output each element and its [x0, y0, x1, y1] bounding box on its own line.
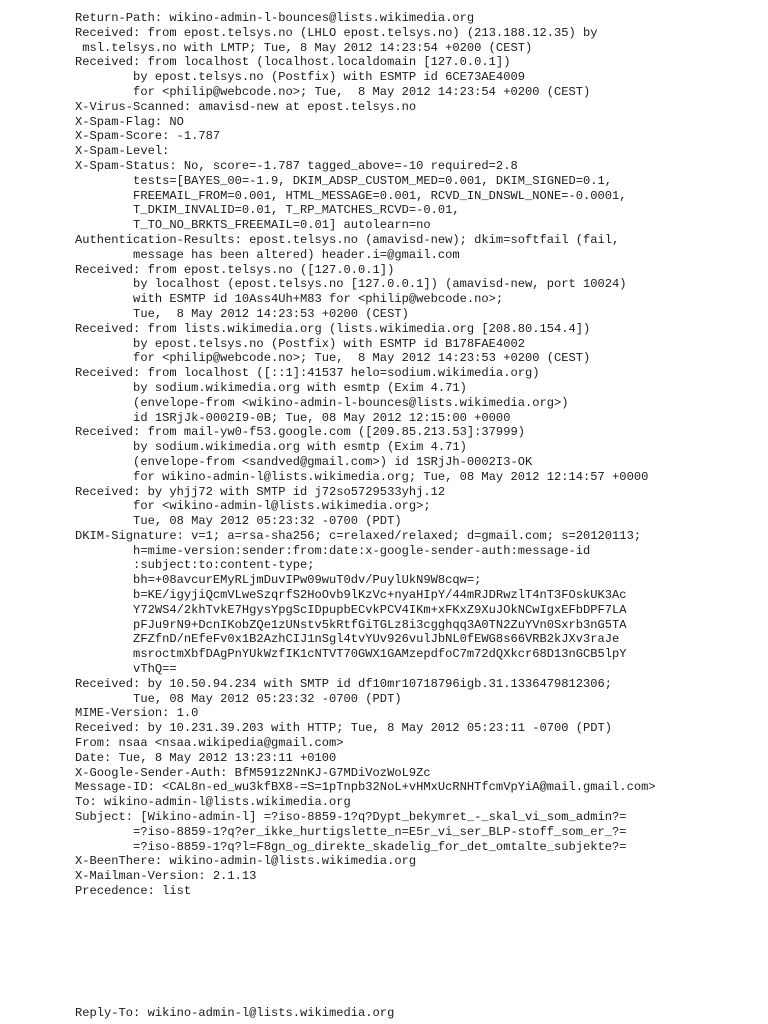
header-line: Y72WS4/2khTvkE7HgysYpgScIDpupbECvkPCV4IKm+xFKxZ9XuJOkNCwIgxEFbDPF7LA [75, 602, 627, 617]
header-line: FREEMAIL_FROM=0.001, HTML_MESSAGE=0.001, RCVD_IN_DNSWL_NONE=-0.0001, [75, 188, 627, 203]
header-line: Received: by 10.231.39.203 with HTTP; Tue, 8 May 2012 05:23:11 -0700 (PDT) [75, 721, 613, 736]
header-line: Return-Path: wikino-admin-l-bounces@lists.wikimedia.org [75, 11, 475, 25]
header-line: =?iso-8859-1?q?er_ikke_hurtigslette_n=E5r_vi_ser_BLP-stoff_som_er_?= [75, 824, 627, 839]
header-line: Received: from epost.telsys.no ([127.0.0.1]) [75, 262, 395, 277]
header-line: X-Spam-Status: No, score=-1.787 tagged_above=-10 required=2.8 [75, 158, 518, 173]
header-line: Authentication-Results: epost.telsys.no (amavisd-new); dkim=softfail (fail, [75, 232, 620, 247]
header-line: Received: from mail-yw0-f53.google.com ([209.85.213.53]:37999) [75, 425, 525, 440]
header-line: Received: from epost.telsys.no (LHLO epost.telsys.no) (213.188.12.35) by [75, 25, 598, 40]
header-line: by localhost (epost.telsys.no [127.0.0.1]) (amavisd-new, port 10024) [75, 277, 627, 292]
header-line: by sodium.wikimedia.org with esmtp (Exim 4.71) [75, 380, 467, 395]
reply-to-header: Reply-To: wikino-admin-l@lists.wikimedia.org [75, 1006, 395, 1020]
header-line: Precedence: list [75, 884, 192, 899]
header-line: MIME-Version: 1.0 [75, 706, 199, 721]
header-line: (envelope-from <sandved@gmail.com>) id 1SRjJh-0002I3-OK [75, 454, 533, 469]
header-line: X-Spam-Flag: NO [75, 114, 184, 129]
header-line: =?iso-8859-1?q?l=F8gn_og_direkte_skadelig_for_det_omtalte_subjekte?= [75, 839, 627, 854]
header-line: bh=+08avcurEMyRLjmDuvIPw09wuT0dv/PuylUkN9W8cqw=; [75, 573, 482, 588]
header-line: (envelope-from <wikino-admin-l-bounces@lists.wikimedia.org>) [75, 395, 569, 410]
header-line: Tue, 8 May 2012 14:23:53 +0200 (CEST) [75, 306, 409, 321]
header-line: pFJu9rN9+DcnIKobZQe1zUNstv5kRtfGiTGLz8i3cgghqq3A0TN2ZuYVn0Sxrb3nG5TA [75, 617, 627, 632]
header-line: for <wikino-admin-l@lists.wikimedia.org>; [75, 499, 431, 514]
email-headers [75, 11, 768, 899]
header-line: DKIM-Signature: v=1; a=rsa-sha256; c=relaxed/relaxed; d=gmail.com; s=20120113; [75, 528, 642, 543]
header-line: for wikino-admin-l@lists.wikimedia.org; Tue, 08 May 2012 12:14:57 +0000 [75, 469, 649, 484]
header-line: X-Spam-Level: [75, 144, 170, 159]
header-line: Received: by 10.50.94.234 with SMTP id df10mr10718796igb.31.1336479812306; [75, 676, 613, 691]
header-line: with ESMTP id 10Ass4Uh+M83 for <philip@webcode.no>; [75, 292, 504, 307]
header-line: vThQ== [75, 662, 177, 677]
header-line: X-Spam-Score: -1.787 [75, 129, 221, 144]
header-line: T_TO_NO_BRKTS_FREEMAIL=0.01] autolearn=no [75, 218, 431, 233]
header-line: X-Virus-Scanned: amavisd-new at epost.telsys.no [75, 99, 417, 114]
header-line: ZFZfnD/nEfeFv0x1B2AzhCIJ1nSgl4tvYUv926vulJbNL0fEWG8s66VRB2kJXv3raJe [75, 632, 620, 647]
header-line: X-Google-Sender-Auth: BfM591z2NnKJ-G7MDiVozWoL9Zc [75, 765, 431, 780]
header-line: msl.telsys.no with LMTP; Tue, 8 May 2012 14:23:54 +0200 (CEST) [75, 40, 533, 55]
header-line: From: nsaa <nsaa.wikipedia@gmail.com> [75, 736, 344, 751]
header-line: b=KE/igyjiQcmVLweSzqrfS2HoOvb9lKzVc+nyaHIpY/44mRJDRwzlT4nT3FOskUK3Ac [75, 588, 627, 603]
header-line: X-Mailman-Version: 2.1.13 [75, 869, 257, 884]
header-line: id 1SRjJk-0002I9-0B; Tue, 08 May 2012 12:15:00 +0000 [75, 410, 511, 425]
header-line: X-BeenThere: wikino-admin-l@lists.wikimedia.org [75, 854, 417, 869]
header-line: Received: from lists.wikimedia.org (lists.wikimedia.org [208.80.154.4]) [75, 321, 591, 336]
header-line: :subject:to:content-type; [75, 558, 315, 573]
header-line: Tue, 08 May 2012 05:23:32 -0700 (PDT) [75, 691, 402, 706]
header-line: Date: Tue, 8 May 2012 13:23:11 +0100 [75, 750, 337, 765]
header-line: Received: by yhjj72 with SMTP id j72so5729533yhj.12 [75, 484, 446, 499]
header-line: tests=[BAYES_00=-1.9, DKIM_ADSP_CUSTOM_MED=0.001, DKIM_SIGNED=0.1, [75, 173, 613, 188]
header-line: message has been altered) header.i=@gmail.com [75, 247, 460, 262]
header-line: Tue, 08 May 2012 05:23:32 -0700 (PDT) [75, 514, 402, 529]
header-line: for <philip@webcode.no>; Tue, 8 May 2012 14:23:54 +0200 (CEST) [75, 84, 591, 99]
header-line: Subject: [Wikino-admin-l] =?iso-8859-1?q?Dypt_bekymret_-_skal_vi_som_admin?= [75, 810, 627, 825]
header-line: Received: from localhost (localhost.localdomain [127.0.0.1]) [75, 55, 511, 70]
header-line: by epost.telsys.no (Postfix) with ESMTP id 6CE73AE4009 [75, 70, 525, 85]
header-line: msroctmXbfDAgPnYUkWzfIK1cNTVT70GWX1GAMzepdfoC7m72dQXkcr68D13nGCB5lpY [75, 647, 627, 662]
header-line: by epost.telsys.no (Postfix) with ESMTP id B178FAE4002 [75, 336, 525, 351]
header-line: for <philip@webcode.no>; Tue, 8 May 2012 14:23:53 +0200 (CEST) [75, 351, 591, 366]
header-line: Message-ID: <CAL8n-ed_wu3kfBX8-=S=1pTnpb32NoL+vHMxUcRNHTfcmVpYiA@mail.gmail.com> [75, 780, 656, 795]
header-line: To: wikino-admin-l@lists.wikimedia.org [75, 795, 351, 810]
header-line: by sodium.wikimedia.org with esmtp (Exim 4.71) [75, 440, 467, 455]
header-line: Received: from localhost ([::1]:41537 helo=sodium.wikimedia.org) [75, 366, 540, 381]
header-line: h=mime-version:sender:from:date:x-google-sender-auth:message-id [75, 543, 591, 558]
header-line: T_DKIM_INVALID=0.01, T_RP_MATCHES_RCVD=-0.01, [75, 203, 460, 218]
